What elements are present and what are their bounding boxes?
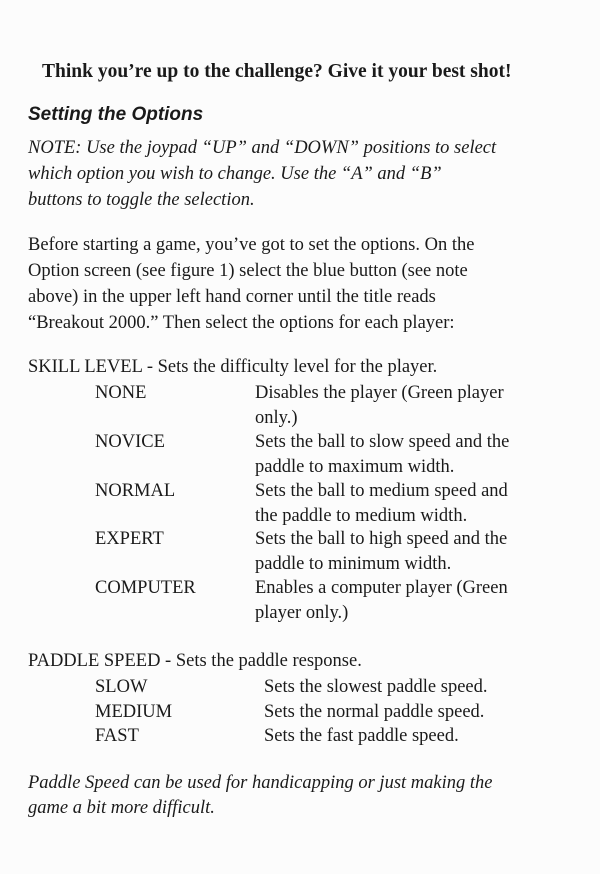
option-desc-line: Sets the slowest paddle speed.: [264, 677, 488, 697]
intro-line: Option screen (see figure 1) select the blue button (see note: [28, 261, 468, 281]
option-name: MEDIUM: [95, 702, 173, 722]
intro-line: Before starting a game, you’ve got to set the options. On the: [28, 235, 475, 255]
option-name: FAST: [95, 726, 139, 746]
note-paragraph: [28, 135, 568, 213]
option-desc-line: Sets the ball to medium speed and: [255, 481, 508, 501]
option-name: NORMAL: [95, 481, 176, 501]
option-description: [255, 576, 508, 625]
option-description: [255, 430, 509, 479]
option-name: NONE: [95, 383, 147, 403]
option-desc-line: player only.): [255, 602, 349, 623]
option-description: [255, 527, 507, 576]
option-desc-line: only.): [255, 407, 298, 428]
option-description: [264, 675, 488, 700]
option-name: SLOW: [95, 677, 148, 697]
footer-line: game a bit more difficult.: [28, 798, 215, 818]
note-line: buttons to toggle the selection.: [28, 190, 255, 210]
option-desc-line: Sets the fast paddle speed.: [264, 726, 459, 746]
option-desc-line: Disables the player (Green player: [255, 383, 504, 403]
option-name: EXPERT: [95, 529, 164, 549]
skill-level-heading: SKILL LEVEL - Sets the difficulty level for the player.: [28, 357, 438, 377]
option-desc-line: paddle to minimum width.: [255, 553, 452, 574]
paddle-speed-heading: PADDLE SPEED - Sets the paddle response.: [28, 651, 362, 671]
section-title: Setting the Options: [28, 104, 204, 125]
option-name: COMPUTER: [95, 578, 196, 598]
option-description: [255, 381, 504, 430]
option-description: [264, 700, 484, 725]
option-desc-line: the paddle to medium width.: [255, 505, 468, 526]
option-desc-line: Sets the ball to slow speed and the: [255, 432, 510, 452]
note-line: which option you wish to change. Use the “A” and “B”: [28, 164, 442, 184]
intro-line: above) in the upper left hand corner until the title reads: [28, 287, 436, 307]
option-desc-line: Sets the ball to high speed and the: [255, 529, 508, 549]
option-desc-line: Sets the normal paddle speed.: [264, 702, 485, 722]
option-desc-line: paddle to maximum width.: [255, 456, 455, 477]
option-desc-line: Enables a computer player (Green: [255, 578, 508, 598]
footer-line: Paddle Speed can be used for handicapping or just making the: [28, 773, 493, 793]
headline: Think you’re up to the challenge? Give it your best shot!: [42, 61, 512, 82]
note-line: NOTE: Use the joypad “UP” and “DOWN” positions to select: [28, 138, 497, 158]
intro-line: “Breakout 2000.” Then select the options for each player:: [28, 313, 455, 333]
intro-paragraph: [28, 232, 573, 336]
option-description: [264, 724, 459, 749]
footer-paragraph: [28, 771, 568, 821]
option-name: NOVICE: [95, 432, 165, 452]
option-description: [255, 479, 508, 528]
